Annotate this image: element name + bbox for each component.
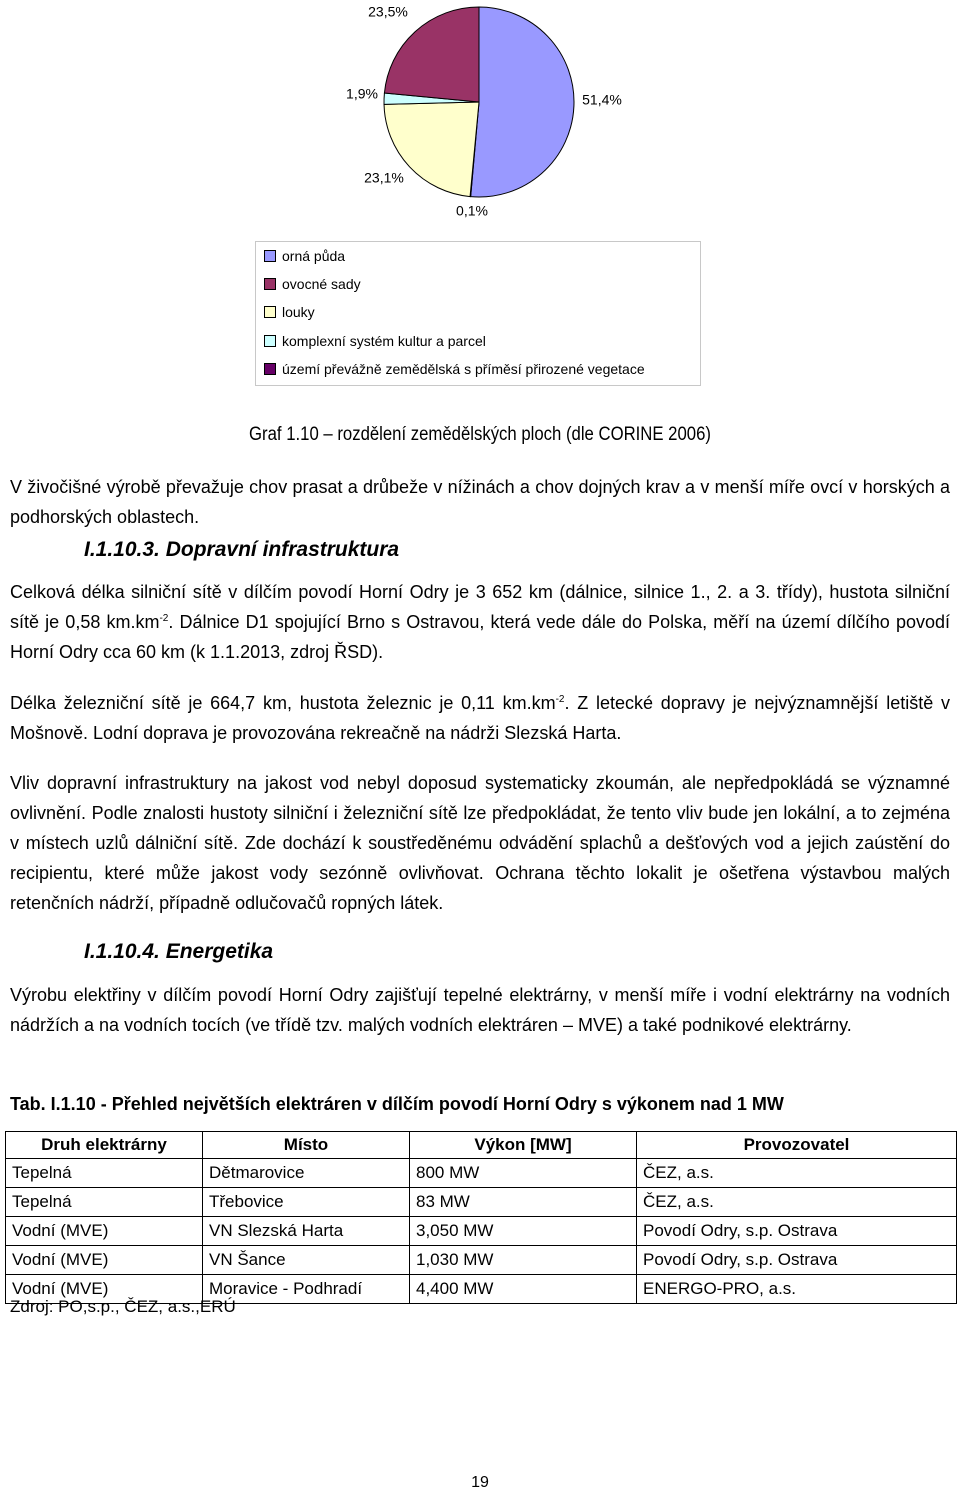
paragraph — [10, 472, 950, 532]
legend-label: území převážně zemědělská s příměsí přirozené vegetace — [282, 361, 645, 377]
pie-slice — [471, 7, 574, 197]
table-title: Tab. I.1.10 - Přehled největších elektráren v dílčím povodí Horní Odry s výkonem nad 1 MW — [10, 1094, 784, 1114]
pie-data-label: 1,9% — [346, 85, 378, 102]
table-cell: 800 MW — [410, 1159, 637, 1188]
text-run: Celková délka silniční sítě v dílčím povodí Horní Odry je 3 652 km (dálnice, silnice 1., 2. a 3. třídy), hustota silniční sítě je 0,58 km.km — [10, 582, 950, 632]
legend-item — [264, 302, 315, 322]
paragraph-text: V živočišné výrobě převažuje chov prasat a drůbeže v nížinách a chov dojných krav a v menší míře ovcí v horských a podhorských oblastech. — [10, 477, 950, 527]
table-cell: VN Slezská Harta — [203, 1217, 410, 1246]
paragraph-text: Vliv dopravní infrastruktury na jakost vod nebyl doposud systematicky zkoumán, ale nepředpokládá se významné ovlivnění. Podle znalosti hustoty silniční i železniční sítě lze předpokládat, že tento vliv bude jen lokální, a to zejména v místech uzlů dálniční sítě. Zde dochází k soustředěnému odvádění splachů a dešťových vod a jejich zaústění do recipientu, které může jakost vody sezónně ovlivňovat. Ochrana těchto lokalit je ošetřena výstavbou malých retenčních nádrží, případně odlučovačů ropných látek. — [10, 773, 950, 913]
table-cell: VN Šance — [203, 1246, 410, 1275]
pie-data-label: 0,1% — [456, 202, 488, 219]
table-cell: Vodní (MVE) — [6, 1275, 203, 1304]
paragraph — [10, 688, 950, 748]
section-heading: I.1.10.3. Dopravní infrastruktura — [84, 538, 400, 561]
paragraph-text — [10, 688, 950, 748]
legend-item — [264, 246, 345, 266]
text-run: . Z letecké dopravy je nejvýznamnější letiště v Mošnově. Lodní doprava je provozována rekreačně na nádrži Slezská Harta. — [10, 693, 950, 743]
table-cell: ČEZ, a.s. — [637, 1159, 957, 1188]
pie-data-label: 23,1% — [364, 169, 404, 186]
paragraph — [10, 768, 950, 918]
pie-slice — [384, 7, 479, 102]
legend-item — [264, 359, 645, 379]
table-cell: Povodí Odry, s.p. Ostrava — [637, 1246, 957, 1275]
paragraph — [10, 980, 950, 1040]
legend-swatch — [264, 250, 276, 262]
text-run: . Dálnice D1 spojující Brno s Ostravou, která vede dále do Polska, měří na území dílčího povodí Horní Odry cca 60 km (k 1.1.2013, zdroj ŘSD). — [10, 612, 950, 662]
table-cell: 83 MW — [410, 1188, 637, 1217]
table-cell: Tepelná — [6, 1159, 203, 1188]
table-header: Provozovatel — [637, 1132, 957, 1159]
legend-label: louky — [282, 304, 315, 320]
table-cell: 3,050 MW — [410, 1217, 637, 1246]
table-cell: 4,400 MW — [410, 1275, 637, 1304]
chart-caption: Graf 1.10 – rozdělení zemědělských ploch (dle CORINE 2006) — [249, 424, 711, 445]
table-cell: ČEZ, a.s. — [637, 1188, 957, 1217]
page-number: 19 — [471, 1474, 489, 1491]
table-row — [6, 1159, 957, 1188]
paragraph — [10, 577, 950, 667]
superscript: -2 — [159, 613, 169, 624]
table-header: Výkon [MW] — [410, 1132, 637, 1159]
table-cell: ENERGO-PRO, a.s. — [637, 1275, 957, 1304]
legend-swatch — [264, 278, 276, 290]
table-cell: Moravice - Podhradí — [203, 1275, 410, 1304]
table-cell: Tepelná — [6, 1188, 203, 1217]
paragraph-text — [10, 577, 950, 667]
table-cell: Vodní (MVE) — [6, 1246, 203, 1275]
table-row — [6, 1246, 957, 1275]
legend-label: komplexní systém kultur a parcel — [282, 333, 486, 349]
legend-label: orná půda — [282, 248, 346, 264]
table-header: Místo — [203, 1132, 410, 1159]
paragraph-text: Výrobu elektřiny v dílčím povodí Horní Odry zajišťují tepelné elektrárny, v menší míře i vodní elektrárny na vodních nádržích a na vodních tocích (ve třídě tzv. malých vodních elektráren – MVE) a také podnikové elektrárny. — [10, 985, 950, 1035]
table-row — [6, 1217, 957, 1246]
chart-legend — [255, 241, 701, 386]
superscript: -2 — [555, 694, 565, 705]
legend-swatch — [264, 363, 276, 375]
table-row — [6, 1188, 957, 1217]
pie-data-label: 51,4% — [582, 91, 622, 108]
table-source: Zdroj: PO,s.p., ČEZ, a.s.,ERÚ — [10, 1297, 236, 1316]
table-cell: Dětmarovice — [203, 1159, 410, 1188]
pie-data-label: 23,5% — [368, 3, 408, 20]
legend-swatch — [264, 306, 276, 318]
table-cell: Povodí Odry, s.p. Ostrava — [637, 1217, 957, 1246]
table-cell: Třebovice — [203, 1188, 410, 1217]
table-header-row — [6, 1132, 957, 1159]
legend-item — [264, 331, 486, 351]
text-run: Délka železniční sítě je 664,7 km, hustota železnic je 0,11 km.km — [10, 693, 556, 713]
pie-chart — [0, 0, 960, 230]
table-cell: Vodní (MVE) — [6, 1217, 203, 1246]
power-plants-table — [5, 1131, 957, 1304]
legend-swatch — [264, 335, 276, 347]
legend-label: ovocné sady — [282, 276, 361, 292]
table-header: Druh elektrárny — [6, 1132, 203, 1159]
table-cell: 1,030 MW — [410, 1246, 637, 1275]
section-heading: I.1.10.4. Energetika — [84, 940, 274, 963]
legend-item — [264, 274, 361, 294]
